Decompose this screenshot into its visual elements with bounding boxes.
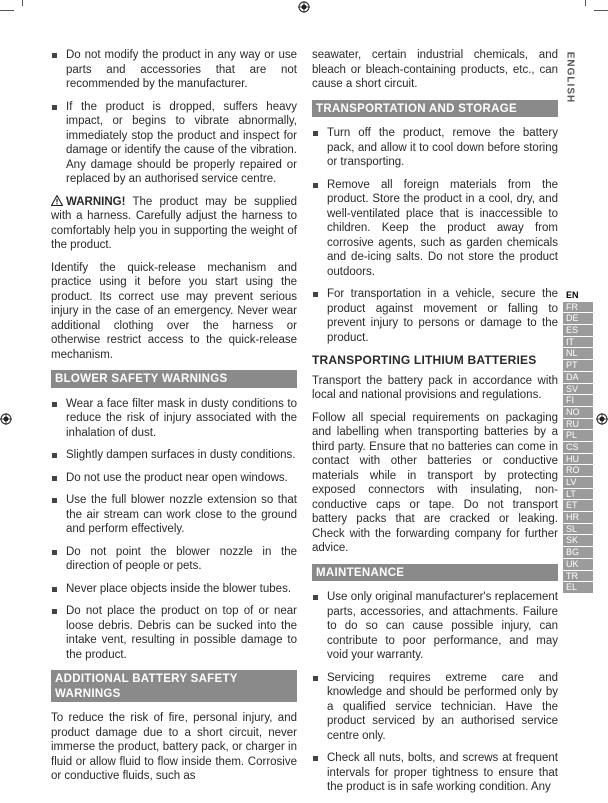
list-item: Slightly dampen surfaces in dusty conditions. — [51, 448, 297, 463]
language-tab-et[interactable]: ET — [563, 500, 593, 512]
language-tab-hu[interactable]: HU — [563, 454, 593, 466]
section-heading-blower: BLOWER SAFETY WARNINGS — [51, 370, 297, 388]
right-column — [312, 48, 558, 803]
language-tab-list — [563, 290, 593, 594]
language-tab-hr[interactable]: HR — [563, 512, 593, 524]
language-tab-ru[interactable]: RU — [563, 419, 593, 431]
language-tab-lv[interactable]: LV — [563, 477, 593, 489]
bullet-icon — [52, 609, 57, 614]
continuation-paragraph: seawater, certain industrial chemicals, and bleach or bleach-containing products, etc., can cause a short circuit. — [312, 49, 558, 90]
bullet-icon — [313, 756, 318, 761]
bullet-icon — [52, 53, 57, 58]
bullet-icon — [52, 550, 57, 555]
battery-paragraph: To reduce the risk of fire, personal injury, and product damage due to a short circuit, never immerse the product, battery pack, or charger in fluid or allow fluid to flow inside them. Corrosive or conductive fluids, such as — [51, 712, 297, 782]
language-tab-de[interactable]: DE — [563, 313, 593, 325]
list-item: Remove all foreign materials from the product. Store the product in a cool, dry, and well-ventilated place that is inaccessible to children. Keep the product away from corrosive agents, such as garden chemicals and de-icing salts. Do not store the product outdoors. — [312, 178, 558, 280]
language-tab-nl[interactable]: NL — [563, 348, 593, 360]
lithium-paragraph-2: Follow all special requirements on packaging and labelling when transporting batteries by a third party. Ensure that no batteries can come in contact with other batteries or conductive materials while in transport by protecting exposed connectors with insulating, non-conductive caps or tape. Do not transport battery packs that are cracked or leaking. Check with the forwarding company for further advice. — [312, 411, 558, 554]
registration-mark-left — [0, 413, 12, 425]
language-tab-fr[interactable]: FR — [563, 302, 593, 314]
section-heading-transport: TRANSPORTATION AND STORAGE — [312, 100, 558, 118]
section-heading-battery: ADDITIONAL BATTERY SAFETY WARNINGS — [51, 670, 297, 702]
crop-mark-top-left-v — [22, 0, 23, 6]
language-tab-it[interactable]: IT — [563, 337, 593, 349]
language-tab-lt[interactable]: LT — [563, 489, 593, 501]
list-item: Use only original manufacturer's replacement parts, accessories, and attachments. Failure to do so can cause possible injury, can contribute to poor performance, and may void your warranty. — [312, 590, 558, 663]
registration-mark-top — [298, 1, 310, 13]
language-tab-sk[interactable]: SK — [563, 535, 593, 547]
list-item: Do not modify the product in any way or use parts and accessories that are not recommended by the manufacturer. — [51, 48, 297, 92]
bullet-icon — [52, 402, 57, 407]
language-tab-cs[interactable]: CS — [563, 442, 593, 454]
bullet-icon — [313, 292, 318, 297]
language-tab-da[interactable]: DA — [563, 372, 593, 384]
language-tab-ro[interactable]: RO — [563, 465, 593, 477]
language-tab-sv[interactable]: SV — [563, 384, 593, 396]
language-tab-tr[interactable]: TR — [563, 571, 593, 583]
bullet-icon — [52, 105, 57, 110]
language-tab-uk[interactable]: UK — [563, 559, 593, 571]
list-item: Never place objects inside the blower tubes. — [51, 582, 297, 597]
crop-mark-top-right — [594, 10, 608, 11]
left-column — [51, 48, 297, 792]
language-tab-no[interactable]: NO — [563, 407, 593, 419]
language-tab-fi[interactable]: FI — [563, 395, 593, 407]
language-tab-es[interactable]: ES — [563, 325, 593, 337]
section-heading-maintenance: MAINTENANCE — [312, 564, 558, 582]
list-item: Do not place the product on top of or near loose debris. Debris can be sucked into the intake vent, resulting in possible damage to the product. — [51, 604, 297, 662]
release-paragraph: Identify the quick-release mechanism and practice using it before you start using the product. Its correct use may prevent serious injury in the case of an emergency. Never wear additional clothing over the harness or otherwise restrict access to the quick-release mechanism. — [51, 261, 297, 361]
bullet-icon — [52, 498, 57, 503]
bullet-icon — [52, 453, 57, 458]
registration-mark-right — [596, 413, 608, 425]
crop-mark-top-right-v — [585, 0, 586, 6]
list-item: Wear a face filter mask in dusty conditions to reduce the risk of injury associated with the inhalation of dust. — [51, 397, 297, 441]
bullet-icon — [52, 587, 57, 592]
list-item: Do not use the product near open windows. — [51, 471, 297, 486]
crop-mark-top-left — [0, 10, 14, 11]
language-tab-el[interactable]: EL — [563, 582, 593, 594]
list-item: If the product is dropped, suffers heavy impact, or begins to vibrate abnormally, immediately stop the product and inspect for damage or identify the cause of the vibration. Any damage should be properly repaired or replaced by an authorised service centre. — [51, 100, 297, 187]
lithium-paragraph-1: Transport the battery pack in accordance with local and national provisions and regulations. — [312, 374, 558, 401]
language-tab-en[interactable]: EN — [563, 290, 593, 302]
bullet-icon — [313, 676, 318, 681]
warning-paragraph: WARNING! The product may be supplied with a harness. Carefully adjust the harness to comfortably help you in supporting the weight of the product. — [51, 195, 297, 251]
list-item: Turn off the product, remove the battery pack, and allow it to cool down before storing or transporting. — [312, 126, 558, 170]
bullet-icon — [52, 476, 57, 481]
list-item: Use the full blower nozzle extension so that the air stream can work close to the ground and perform effectively. — [51, 493, 297, 537]
bullet-icon — [313, 131, 318, 136]
list-item: Check all nuts, bolts, and screws at frequent intervals for proper tightness to ensure that the product is in safe working condition. Any — [312, 751, 558, 795]
list-item: Servicing requires extreme care and knowledge and should be performed only by a qualified service technician. Have the product serviced by an authorised service centre only. — [312, 671, 558, 744]
list-item: For transportation in a vehicle, secure the product against movement or falling to prevent injury to persons or damage to the product. — [312, 287, 558, 345]
bullet-icon — [313, 595, 318, 600]
warning-label: WARNING! — [66, 195, 126, 208]
language-side-label: ENGLISH — [564, 51, 576, 104]
bullet-icon — [313, 183, 318, 188]
language-tab-sl[interactable]: SL — [563, 524, 593, 536]
section-heading-lithium: TRANSPORTING LITHIUM BATTERIES — [312, 353, 537, 367]
language-tab-pt[interactable]: PT — [563, 360, 593, 372]
language-tab-pl[interactable]: PL — [563, 430, 593, 442]
list-item: Do not point the blower nozzle in the direction of people or pets. — [51, 545, 297, 574]
language-tab-bg[interactable]: BG — [563, 547, 593, 559]
warning-triangle-icon — [51, 195, 63, 206]
